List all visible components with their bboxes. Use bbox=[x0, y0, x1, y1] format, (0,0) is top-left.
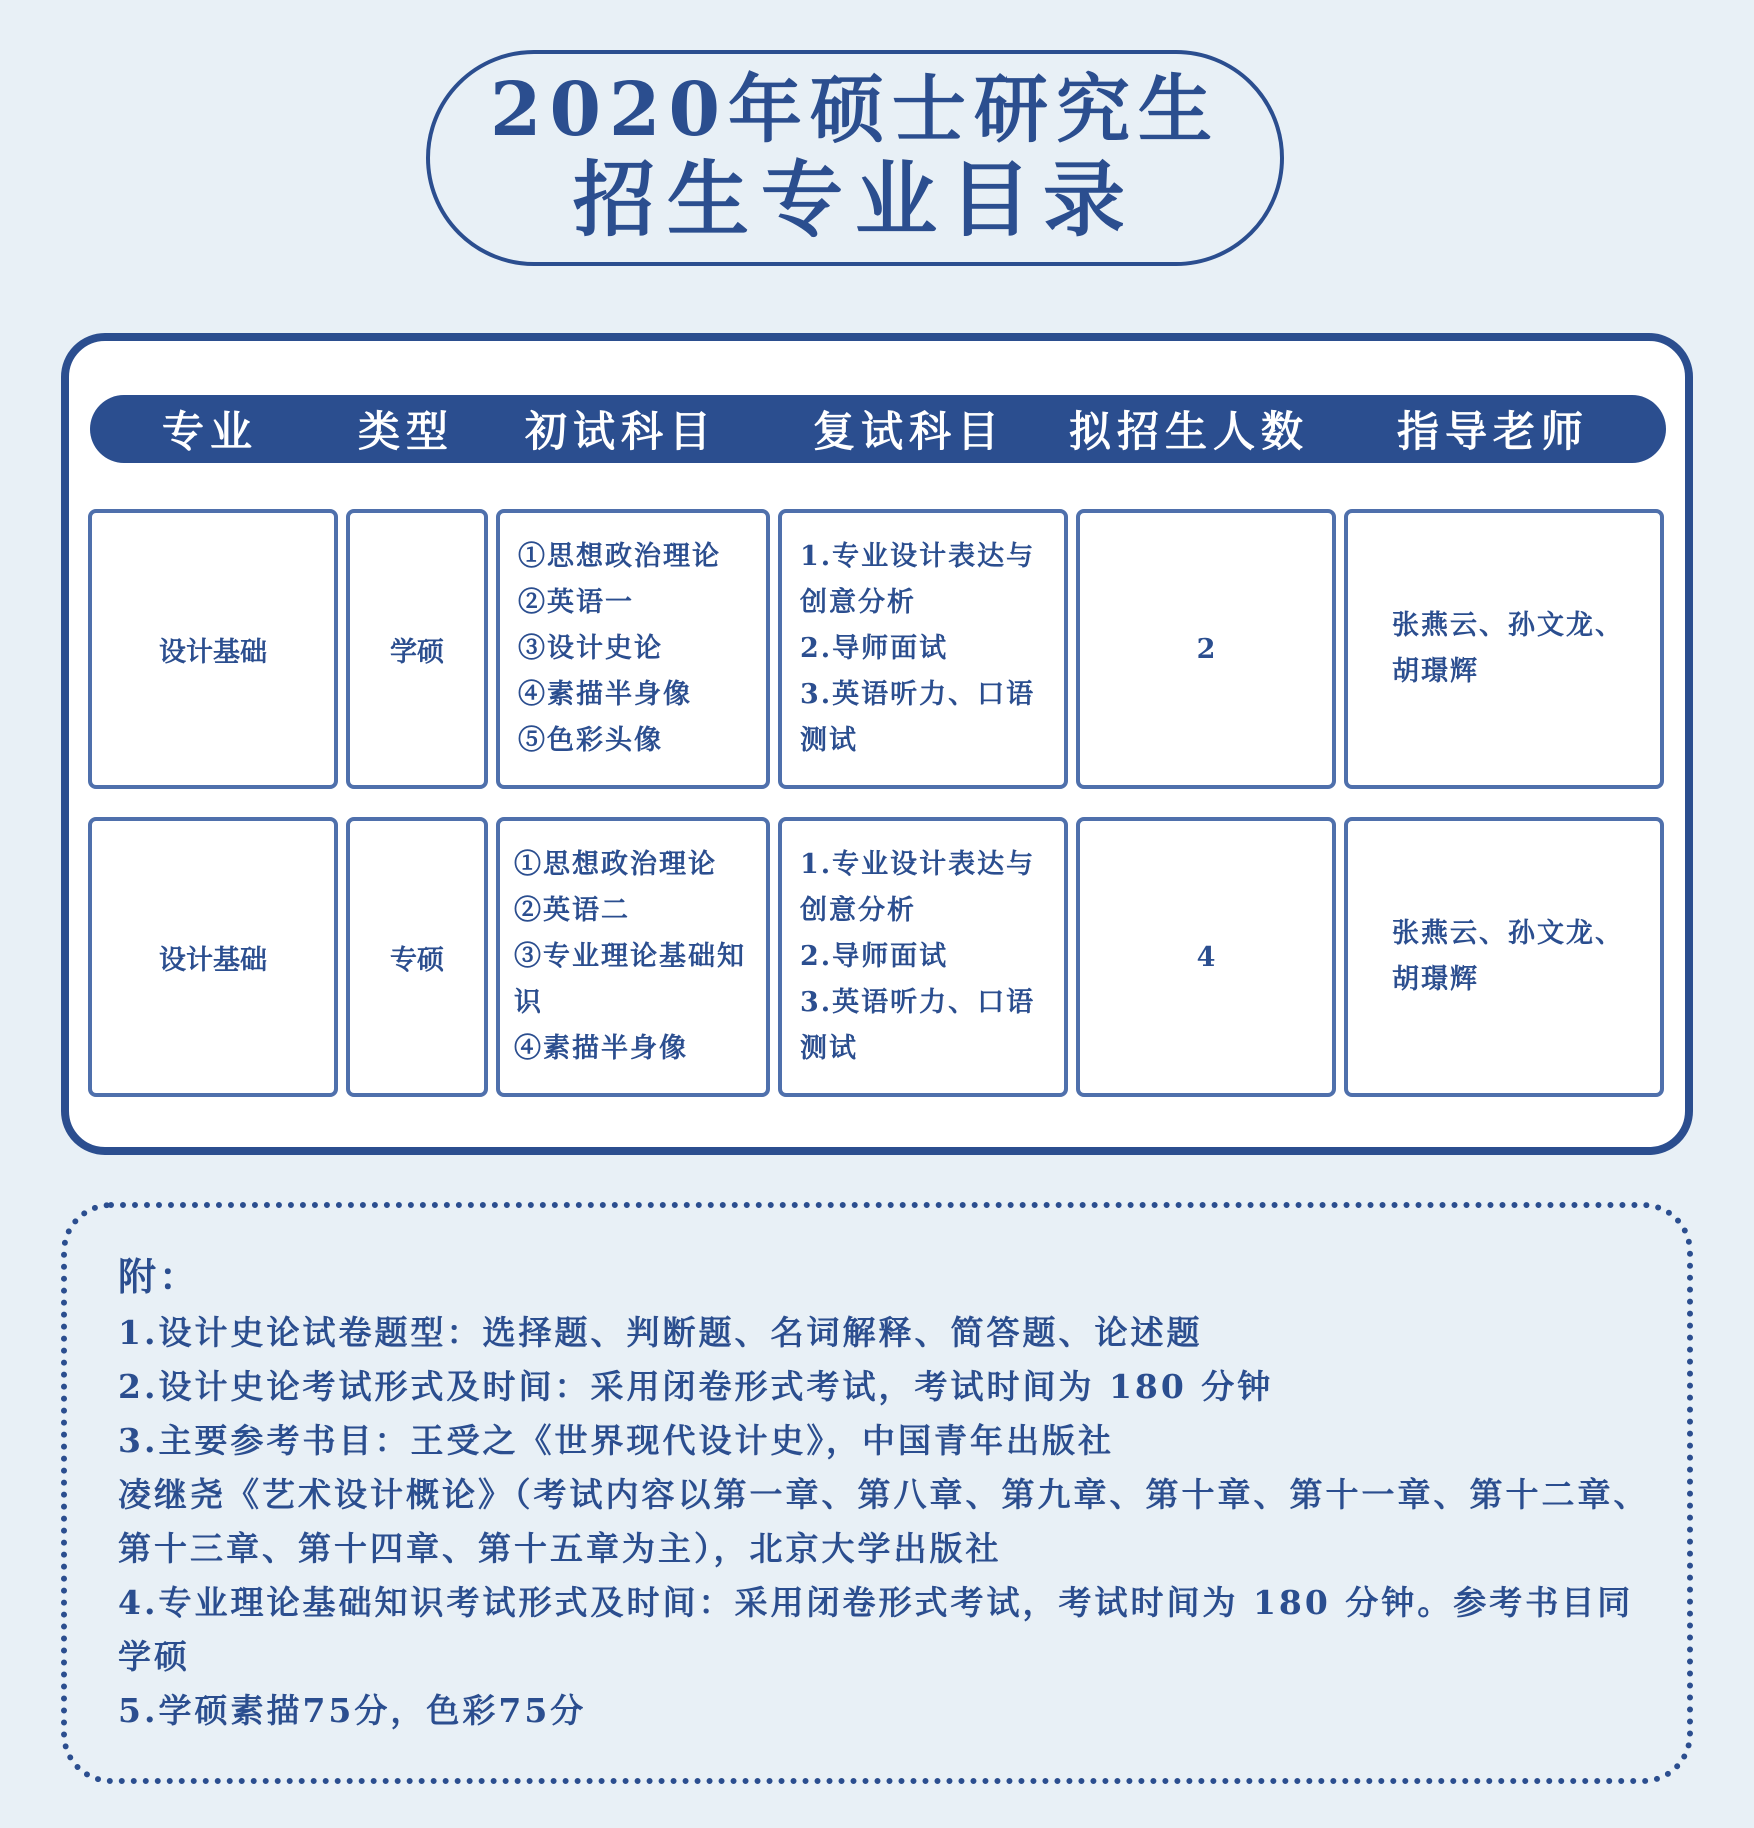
subject-line: 3.英语听力、口语 bbox=[800, 679, 1036, 710]
subject-line: ④素描半身像 bbox=[514, 1033, 688, 1064]
table-header bbox=[90, 395, 1666, 463]
major-text: 设计基础 bbox=[159, 944, 267, 976]
title-banner bbox=[426, 50, 1284, 266]
subject-line: ①思想政治理论 bbox=[518, 541, 721, 572]
header-advisors: 指导老师 bbox=[1396, 407, 1589, 456]
table-cell-retest bbox=[778, 509, 1068, 789]
subject-line: 3.英语听力、口语 bbox=[800, 987, 1036, 1018]
subject-line: ②英语一 bbox=[518, 587, 634, 618]
page-title-line2: 招生专业目录 bbox=[572, 152, 1137, 249]
subject-line: 创意分析 bbox=[800, 895, 916, 926]
page-title-line1: 2020年硕士研究生 bbox=[490, 67, 1220, 154]
advisor-line: 胡璟辉 bbox=[1392, 656, 1479, 687]
table-cell-advisors bbox=[1344, 509, 1664, 789]
table-cell-preliminary bbox=[496, 817, 770, 1097]
subject-line: ⑤色彩头像 bbox=[518, 725, 663, 756]
subject-line: ②英语二 bbox=[514, 895, 630, 926]
subject-line: ①思想政治理论 bbox=[514, 849, 717, 880]
quota-text: 2 bbox=[1196, 633, 1216, 665]
note-line: 凌继尧《艺术设计概论》（考试内容以第一章、第八章、第九章、第十章、第十一章、第十二章、第十三章、第十四章、第十五章为主），北京大学出版社 bbox=[118, 1475, 1650, 1568]
subject-line: 2.导师面试 bbox=[800, 633, 949, 664]
table-cell-type bbox=[346, 817, 488, 1097]
table-cell-type bbox=[346, 509, 488, 789]
note-line: 1.设计史论试卷题型：选择题、判断题、名词解释、简答题、论述题 bbox=[118, 1313, 1203, 1352]
note-line: 3.主要参考书目：王受之《世界现代设计史》，中国青年出版社 bbox=[118, 1421, 1114, 1460]
table-cell-major bbox=[88, 817, 338, 1097]
table-cell-advisors bbox=[1344, 817, 1664, 1097]
major-text: 设计基础 bbox=[159, 636, 267, 668]
table-cell-major bbox=[88, 509, 338, 789]
quota-text: 4 bbox=[1196, 941, 1216, 973]
subject-line: 2.导师面试 bbox=[800, 941, 949, 972]
subject-line: 1.专业设计表达与 bbox=[800, 541, 1036, 572]
note-line: 2.设计史论考试形式及时间：采用闭卷形式考试，考试时间为 180 分钟 bbox=[118, 1367, 1274, 1406]
table-cell-preliminary bbox=[496, 509, 770, 789]
table-cell-retest bbox=[778, 817, 1068, 1097]
subject-line: 识 bbox=[514, 987, 543, 1018]
note-line: 4.专业理论基础知识考试形式及时间：采用闭卷形式考试，考试时间为 180 分钟。参考书目同学硕 bbox=[118, 1583, 1634, 1676]
subject-line: 测试 bbox=[800, 725, 858, 756]
type-text: 学硕 bbox=[390, 636, 444, 668]
advisor-line: 张燕云、孙文龙、 bbox=[1392, 918, 1624, 949]
subject-line: 1.专业设计表达与 bbox=[800, 849, 1036, 880]
header-major: 专业 bbox=[161, 407, 258, 456]
table-cell-quota bbox=[1076, 817, 1336, 1097]
notes-heading: 附： bbox=[118, 1254, 201, 1299]
subject-line: ③专业理论基础知 bbox=[514, 941, 746, 972]
advisor-line: 胡璟辉 bbox=[1392, 964, 1479, 995]
header-quota: 拟招生人数 bbox=[1068, 407, 1309, 456]
note-line: 5.学硕素描75分，色彩75分 bbox=[118, 1691, 587, 1730]
advisor-line: 张燕云、孙文龙、 bbox=[1392, 610, 1624, 641]
header-type: 类型 bbox=[357, 407, 454, 456]
subject-line: 测试 bbox=[800, 1033, 858, 1064]
header-preliminary: 初试科目 bbox=[524, 407, 717, 456]
subject-line: ④素描半身像 bbox=[518, 679, 692, 710]
header-retest: 复试科目 bbox=[812, 407, 1005, 456]
table-cell-quota bbox=[1076, 509, 1336, 789]
type-text: 专硕 bbox=[390, 944, 444, 976]
notes-section bbox=[118, 1248, 1658, 1738]
subject-line: 创意分析 bbox=[800, 587, 916, 618]
subject-line: ③设计史论 bbox=[518, 633, 663, 664]
